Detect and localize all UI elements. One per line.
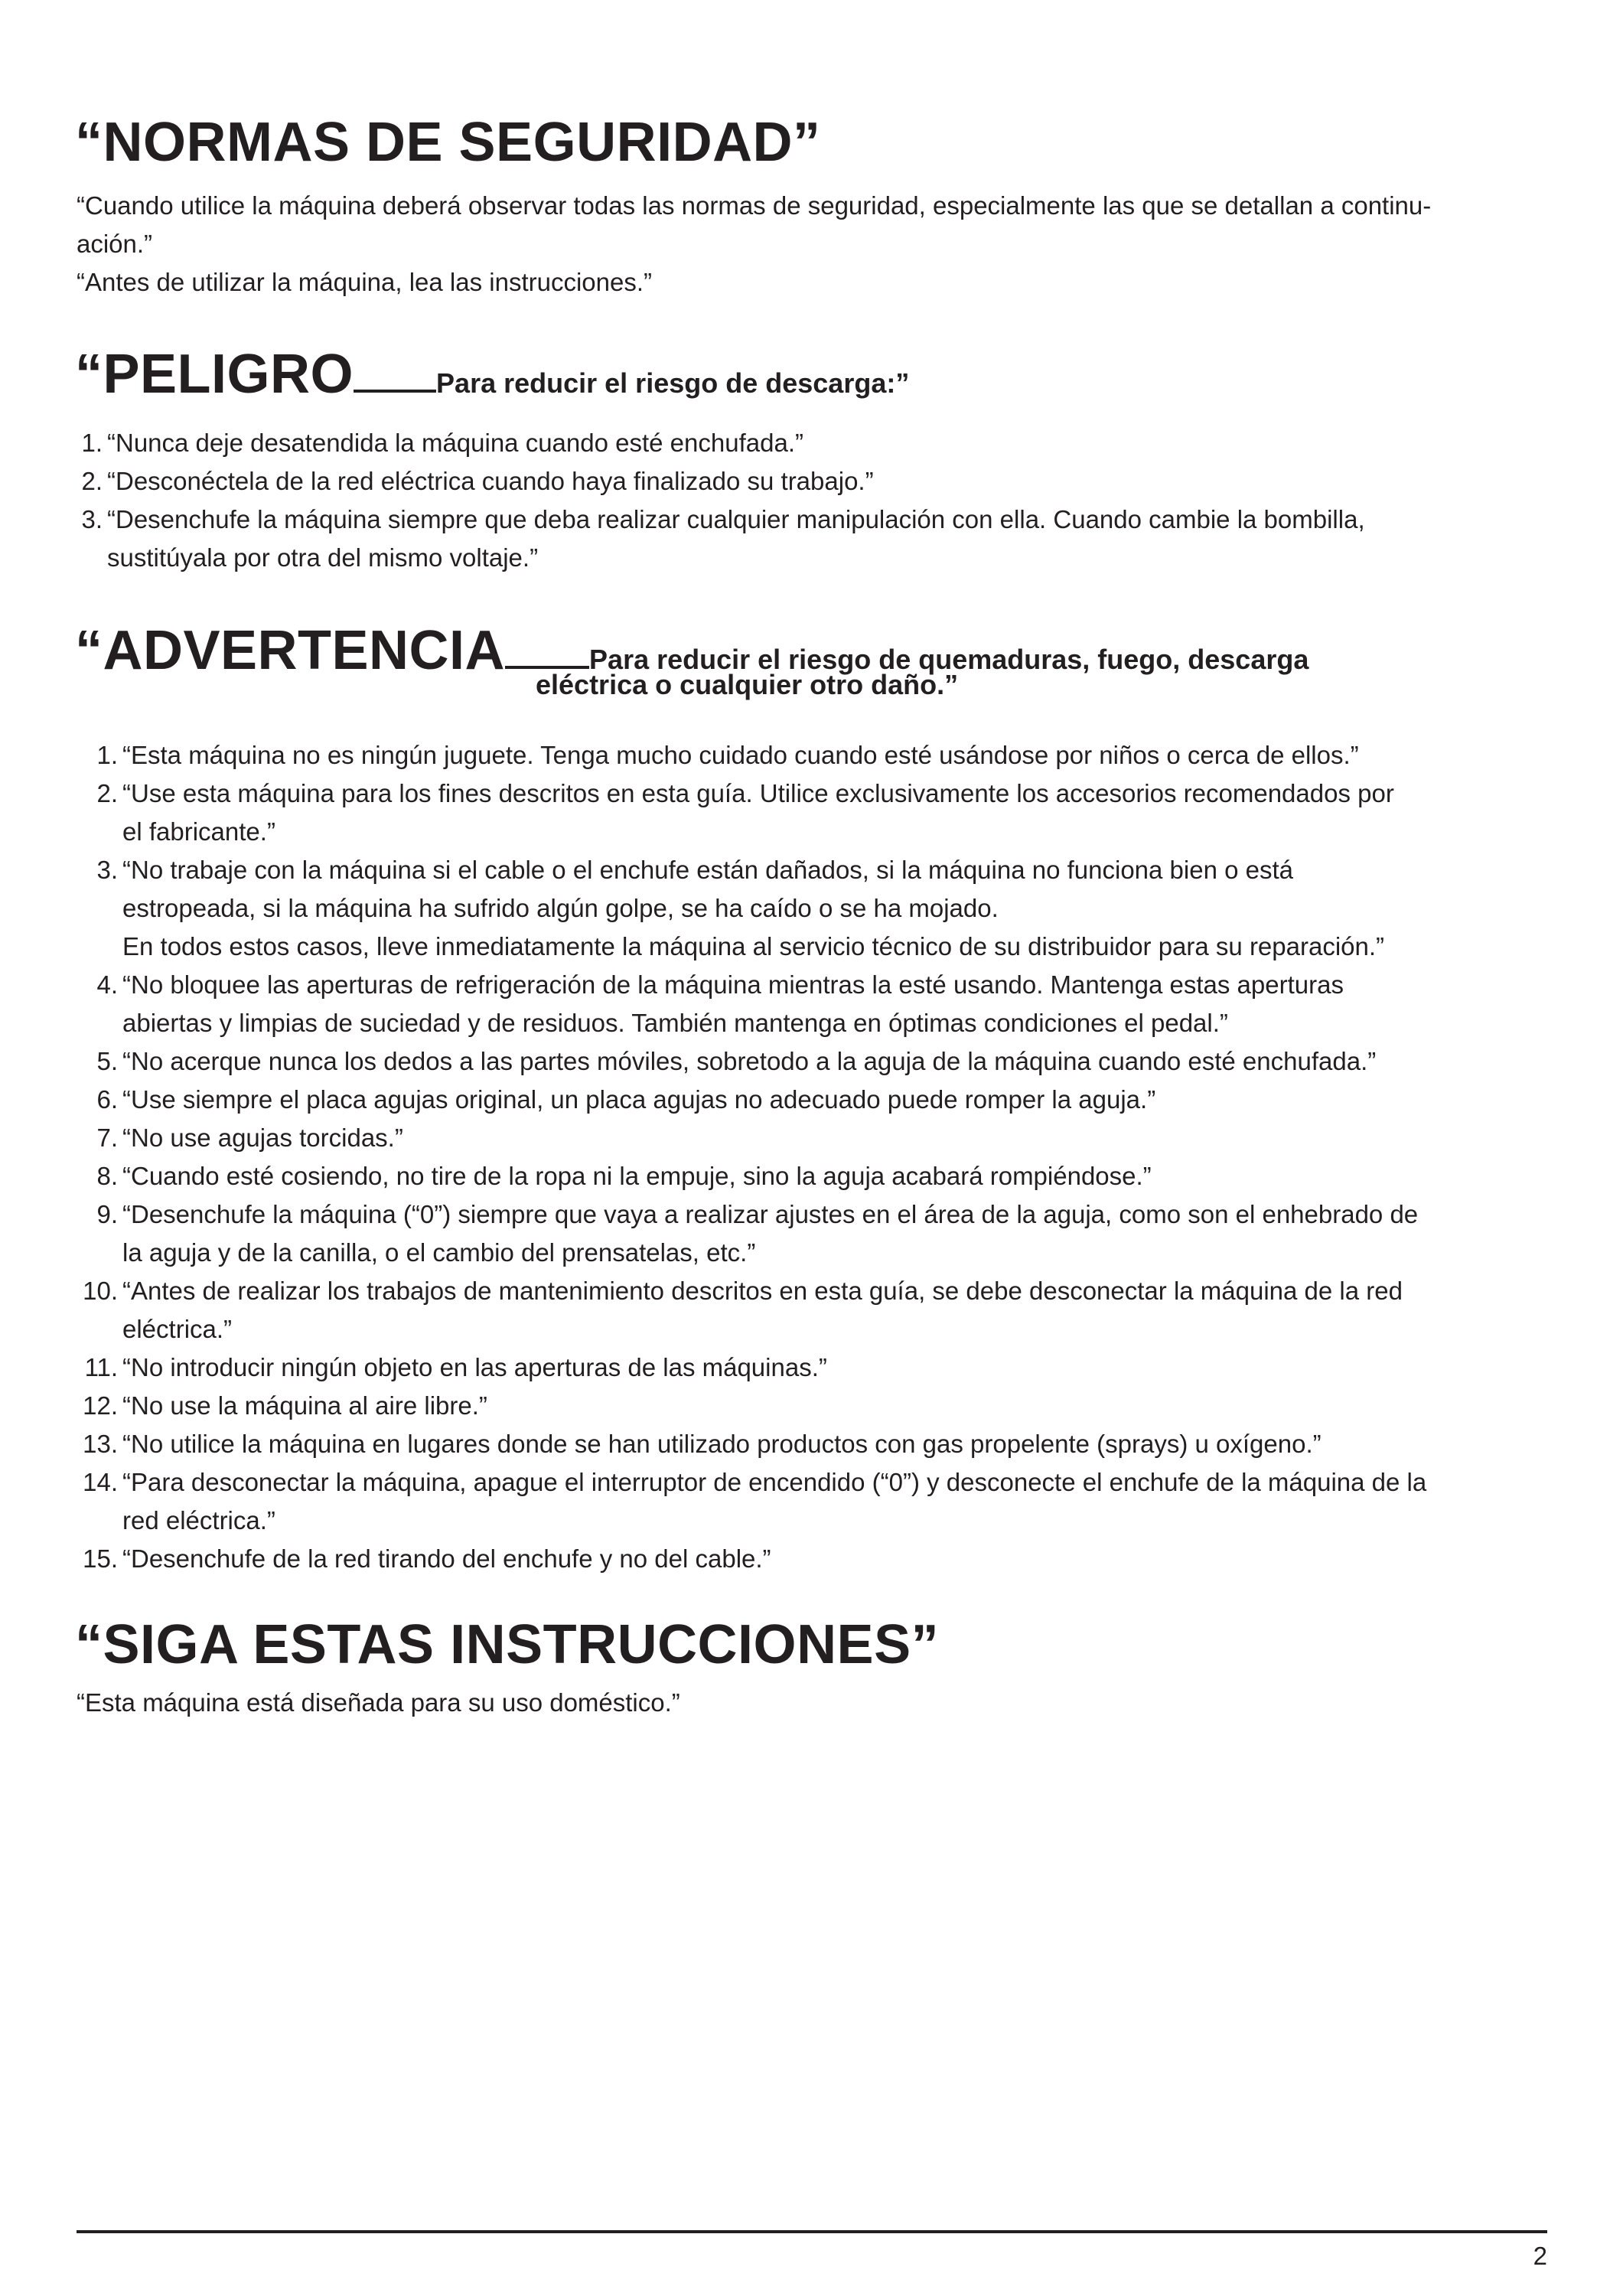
list-item xyxy=(83,1387,1553,1425)
list-item-number: 14. xyxy=(83,1468,118,1496)
list-item xyxy=(96,966,1553,1042)
list-item xyxy=(83,1425,1553,1463)
list-item-line: “Desenchufe la máquina siempre que deba realizar cualquier manipulación con ella. Cuando cambie la bombilla, xyxy=(107,505,1365,533)
peligro-list xyxy=(81,424,1546,577)
advertencia-list xyxy=(83,736,1553,1578)
list-item xyxy=(81,462,1546,501)
peligro-heading xyxy=(75,344,910,405)
list-item-number: 7. xyxy=(96,1124,118,1152)
list-item xyxy=(81,501,1546,577)
list-item-line: “No acerque nunca los dedos a las partes móviles, sobretodo a la aguja de la máquina cuando esté enchufada.” xyxy=(122,1047,1377,1075)
siga-text: “Esta máquina está diseñada para su uso doméstico.” xyxy=(77,1688,680,1717)
list-item xyxy=(96,1195,1553,1272)
list-item-number: 13. xyxy=(83,1430,118,1458)
list-item-line: “Desconéctela de la red eléctrica cuando haya finalizado su trabajo.” xyxy=(107,467,874,495)
list-item-number: 2. xyxy=(96,779,118,807)
list-item-line: “Nunca deje desatendida la máquina cuando esté enchufada.” xyxy=(107,429,803,457)
normas-intro-line: “Antes de utilizar la máquina, lea las instrucciones.” xyxy=(77,268,653,296)
list-item-number: 12. xyxy=(83,1391,118,1420)
list-item-number: 3. xyxy=(81,505,103,533)
list-item xyxy=(83,1463,1553,1540)
list-item-number: 15. xyxy=(83,1544,118,1573)
list-item xyxy=(96,736,1553,775)
normas-intro-line: ación.” xyxy=(77,230,153,258)
list-item-line: “Desenchufe de la red tirando del enchufe y no del cable.” xyxy=(122,1544,771,1573)
list-item-line: “Esta máquina no es ningún juguete. Tenga mucho cuidado cuando esté usándose por niños o cerca de ellos.” xyxy=(122,741,1359,769)
list-item-number: 8. xyxy=(96,1162,118,1190)
list-item-line: “No bloquee las aperturas de refrigeración de la máquina mientras la esté usando. Mantenga estas aperturas xyxy=(122,970,1344,999)
list-item-line: “Antes de realizar los trabajos de mantenimiento descritos en esta guía, se debe desconectar la máquina de la red xyxy=(122,1277,1403,1305)
list-item-number: 6. xyxy=(96,1085,118,1114)
list-item-line: “Use esta máquina para los fines descritos en esta guía. Utilice exclusivamente los accesorios recomendados por xyxy=(122,779,1394,807)
list-item xyxy=(96,851,1553,966)
list-item xyxy=(81,424,1546,462)
list-item xyxy=(96,1081,1553,1119)
list-item-line: “No introducir ningún objeto en las aperturas de las máquinas.” xyxy=(122,1353,827,1381)
list-item-line: “No utilice la máquina en lugares donde se han utilizado productos con gas propelente (sprays) u oxígeno.” xyxy=(122,1430,1322,1458)
section-title-siga: “SIGA ESTAS INSTRUCCIONES” xyxy=(75,1614,940,1675)
list-item-line: abiertas y limpias de suciedad y de residuos. También mantenga en óptimas condiciones el pedal.” xyxy=(122,1009,1228,1037)
list-item xyxy=(84,1349,1553,1387)
footer-rule xyxy=(77,2230,1547,2233)
list-item xyxy=(96,775,1553,851)
advertencia-subtitle-line2: eléctrica o cualquier otro daño.” xyxy=(536,669,959,700)
list-item-line: el fabricante.” xyxy=(122,817,275,846)
list-item-line: “Desenchufe la máquina (“0”) siempre que vaya a realizar ajustes en el área de la aguja, como son el enhebrado de xyxy=(122,1200,1419,1228)
peligro-subtitle: Para reducir el riesgo de descarga:” xyxy=(436,367,910,399)
list-item xyxy=(96,1119,1553,1157)
list-item xyxy=(83,1272,1553,1349)
list-item-line: “No trabaje con la máquina si el cable o el enchufe están dañados, si la máquina no funciona bien o está xyxy=(122,856,1294,884)
list-item-number: 11. xyxy=(84,1353,118,1381)
list-item xyxy=(83,1540,1553,1578)
list-item-line: En todos estos casos, lleve inmediatamente la máquina al servicio técnico de su distribuidor para su reparación.” xyxy=(122,932,1385,960)
advertencia-subtitle-line1: Para reducir el riesgo de quemaduras, fuego, descarga xyxy=(589,644,1309,675)
list-item-line: “Use siempre el placa agujas original, un placa agujas no adecuado puede romper la aguja.” xyxy=(122,1085,1156,1114)
list-item-line: eléctrica.” xyxy=(122,1315,233,1343)
list-item-number: 5. xyxy=(96,1047,118,1075)
list-item xyxy=(96,1157,1553,1195)
list-item-line: “Para desconectar la máquina, apague el interruptor de encendido (“0”) y desconecte el enchufe de la máquina de la xyxy=(122,1468,1427,1496)
section-title-normas: “NORMAS DE SEGURIDAD” xyxy=(75,112,821,173)
list-item-line: estropeada, si la máquina ha sufrido algún golpe, se ha caído o se ha mojado. xyxy=(122,894,999,922)
list-item-line: la aguja y de la canilla, o el cambio del prensatelas, etc.” xyxy=(122,1238,756,1267)
list-item-number: 10. xyxy=(83,1277,118,1305)
list-item-number: 2. xyxy=(81,467,103,495)
list-item-line: “No use agujas torcidas.” xyxy=(122,1124,403,1152)
section-title-peligro: “PELIGRO xyxy=(75,344,354,405)
list-item-line: sustitúyala por otra del mismo voltaje.” xyxy=(107,543,539,572)
list-item xyxy=(96,1042,1553,1081)
list-item-line: “No use la máquina al aire libre.” xyxy=(122,1391,487,1420)
heading-rule xyxy=(354,390,436,393)
normas-intro-line: “Cuando utilice la máquina deberá observar todas las normas de seguridad, especialmente las que se detallan a continu- xyxy=(77,191,1432,220)
list-item-line: “Cuando esté cosiendo, no tire de la ropa ni la empuje, sino la aguja acabará rompiéndose.” xyxy=(122,1162,1152,1190)
list-item-number: 1. xyxy=(81,429,103,457)
list-item-number: 3. xyxy=(96,856,118,884)
section-title-advertencia: “ADVERTENCIA xyxy=(75,620,506,681)
list-item-number: 1. xyxy=(96,741,118,769)
list-item-number: 9. xyxy=(96,1200,118,1228)
list-item-line: red eléctrica.” xyxy=(122,1506,275,1534)
normas-intro xyxy=(77,187,1553,302)
page-number: 2 xyxy=(1533,2242,1547,2270)
list-item-number: 4. xyxy=(96,970,118,999)
